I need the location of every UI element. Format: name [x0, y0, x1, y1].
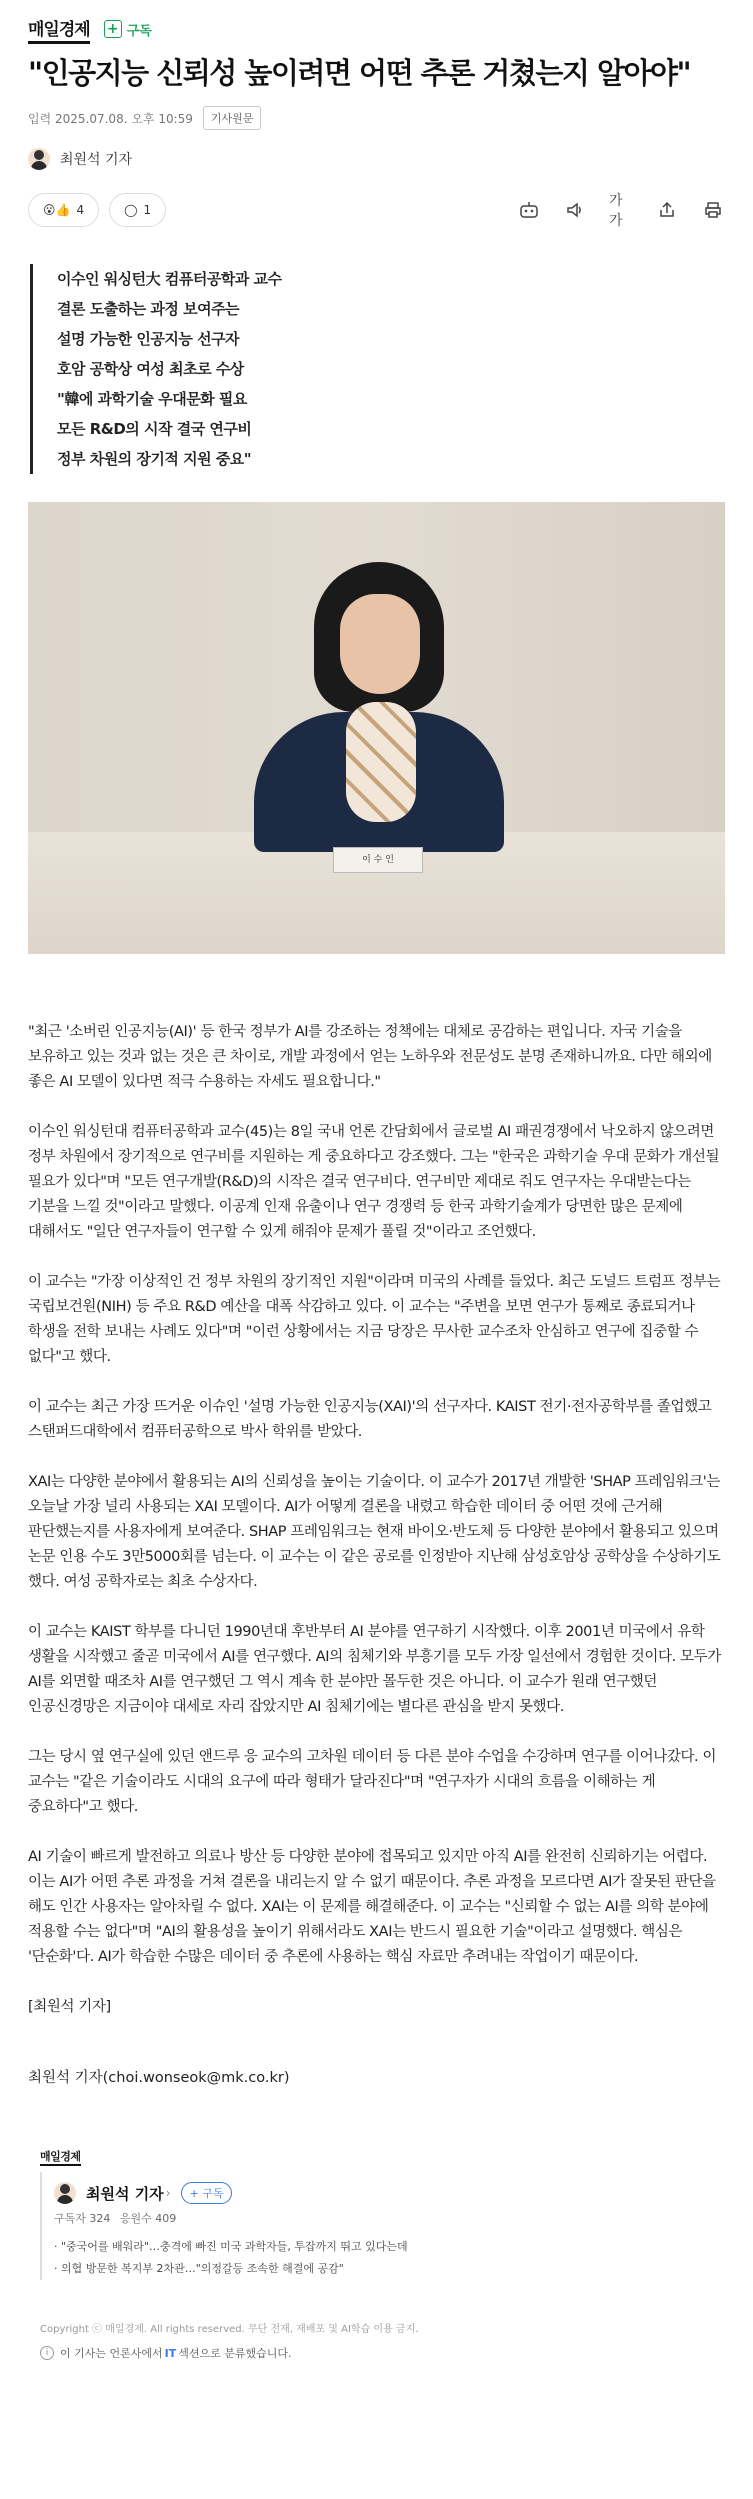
author-name[interactable]: 최원석 기자: [60, 152, 133, 168]
paragraph: 이 교수는 최근 가장 뜨거운 이슈인 '설명 가능한 인공지능(XAI)'의 선구자다. KAIST 전기·전자공학부를 졸업했고 스탠퍼드대학에서 컴퓨터공학으로 박사 학위를 받았다.: [28, 1399, 712, 1440]
author-box: [40, 2145, 713, 2280]
summary-line: 호암 공학상 여성 최초로 수상: [57, 360, 244, 378]
photo-person-face: [340, 594, 420, 694]
support-count: 응원수 409: [119, 2212, 177, 2225]
article-title: "인공지능 신뢰성 높이려면 어떤 추론 거쳤는지 알아야": [28, 56, 691, 90]
photo-person-scarf: [346, 702, 416, 822]
article-body: [28, 1020, 725, 2020]
classify-prefix: 이 기사는 언론사에서: [60, 2347, 163, 2360]
press-header: [28, 0, 725, 52]
avatar: [28, 148, 50, 170]
author-email[interactable]: 최원석 기자(choi.wonseok@mk.co.kr): [28, 2070, 290, 2086]
reaction-count: 4: [76, 203, 85, 217]
share-icon[interactable]: [655, 198, 679, 222]
author-article-link[interactable]: · "중국어를 배워라"…충격에 빠진 미국 과학자들, 투잡까지 뛰고 있다는데: [54, 2236, 713, 2258]
paragraph: 이 교수는 KAIST 학부를 다니던 1990년대 후반부터 AI 분야를 연구하기 시작했다. 이후 2001년 미국에서 유학 생활을 시작했고 줄곧 미국에서 AI를 연구했다. AI의 침체기와 부흥기를 모두 가장 일선에서 경험한 것이다. 모두가 AI를 외면할 때조차 AI를 연구했던 그 역시 계속 한 분야만 몰두한 것은 아니다. 이 교수가 원래 연구했던 인공신경망은 지금이야 대세로 자리 잡았지만 AI 침체기에는 별다른 관심을 받지 못했다.: [28, 1624, 721, 1715]
classify-suffix: 섹션으로 분류했습니다.: [178, 2347, 292, 2360]
author-box-press-logo[interactable]: 매일경제: [40, 2148, 81, 2166]
subscriber-count: 구독자 324: [54, 2212, 111, 2225]
author-card: [40, 2172, 713, 2280]
info-icon: i: [40, 2346, 54, 2360]
author-row[interactable]: [28, 148, 725, 170]
article-meta: [28, 106, 725, 130]
comment-button[interactable]: [109, 193, 166, 227]
plus-icon: +: [104, 20, 122, 38]
summary-line: 모든 R&D의 시작 결국 연구비: [57, 420, 252, 438]
comment-count: 1: [143, 203, 152, 217]
paragraph: XAI는 다양한 분야에서 활용되는 AI의 신뢰성을 높이는 기술이다. 이 교수가 2017년 개발한 'SHAP 프레임워크'는 오늘날 가장 널리 사용되는 XAI 모델이다. AI가 어떻게 결론을 내렸고 학습한 데이터 중 어떤 것에 근거해 판단했는지를 사용자에게 보여준다. SHAP 프레임워크는 현재 바이오·반도체 등 다양한 분야에서 활용되고 있으며 논문 인용 수도 3만5000회를 넘는다. 이 교수는 이 같은 공로를 인정받아 지난해 삼성호암상 공학상을 수상하기도 했다. 여성 공학자로는 최초 수상자다.: [28, 1474, 721, 1590]
chevron-right-icon: ›: [165, 2186, 171, 2200]
article-summary: [30, 264, 725, 474]
summary-line: 정부 차원의 장기적 지원 중요": [57, 450, 252, 468]
author-stats: [54, 2210, 713, 2226]
section-link[interactable]: IT: [164, 2346, 177, 2360]
press-logo[interactable]: 매일경제: [28, 15, 90, 44]
paragraph: 이수인 워싱턴대 컴퓨터공학과 교수(45)는 8일 국내 언론 간담회에서 글로벌 AI 패권경쟁에서 낙오하지 않으려면 정부 차원에서 장기적으로 연구비를 지원하는 게 중요하다고 강조했다. 그는 "한국은 과학기술 우대 문화가 개선될 필요가 있다"며 "모든 연구개발(R&D)의 시작은 결국 연구비다. 연구비만 제대로 줘도 연구자는 우대받는다는 기분을 느낄 것"이라고 말했다. 이공계 인재 유출이나 연구 경쟁력 등 한국 과학기술계가 당면한 많은 문제에 대해서도 "일단 연구자들이 연구할 수 있게 해줘야 문제가 풀릴 것"이라고 조언했다.: [28, 1124, 720, 1240]
paragraph-byline: [최원석 기자]: [28, 1999, 111, 2015]
reaction-button[interactable]: [28, 193, 99, 227]
paragraph: "최근 '소버린 인공지능(AI)' 등 한국 정부가 AI를 강조하는 정책에는 대체로 공감하는 편입니다. 자국 기술을 보유하고 있는 것과 없는 것은 큰 차이로, 개발 과정에서 얻는 노하우와 전문성도 분명 존재하니까요. 다만 해외에 좋은 AI 모델이 있다면 적극 수용하는 자세도 필요합니다.": [28, 1024, 712, 1090]
subscribe-label: 구독: [126, 23, 152, 39]
original-article-button[interactable]: 기사원문: [203, 106, 262, 130]
speaker-icon[interactable]: [563, 198, 587, 222]
author-box-avatar: [54, 2182, 76, 2204]
publish-date: 입력 2025.07.08. 오후 10:59: [28, 111, 193, 126]
author-subscribe-button[interactable]: + 구독: [181, 2182, 233, 2204]
summary-line: 결론 도출하는 과정 보여주는: [57, 300, 240, 318]
paragraph: AI 기술이 빠르게 발전하고 의료나 방산 등 다양한 분야에 접목되고 있지만 아직 AI를 완전히 신뢰하기는 어렵다. 이는 AI가 어떤 추론 과정을 거쳐 결론을 내리는지 알 수 없기 때문이다. 추론 과정을 모르다면 AI가 잘못된 판단을 해도 인간 사용자는 알아차릴 수 없다. XAI는 이 문제를 해결해준다. 이 교수는 "신뢰할 수 없는 AI를 의학 분야에 적용할 수는 없다"며 "AI의 활용성을 높이기 위해서라도 XAI는 반드시 필요한 기술"이라고 설명했다. 핵심은 '단순화'다. AI가 학습한 수많은 데이터 중 추론에 사용하는 핵심 자료만 추려내는 작업이기 때문이다.: [28, 1849, 716, 1965]
author-article-link[interactable]: · 의협 방문한 복지부 2차관…"의정갈등 조속한 해결에 공감": [54, 2258, 713, 2280]
copyright: Copyright ⓒ 매일경제. All rights reserved. 무단 전재, 재배포 및 AI학습 이용 금지.: [40, 2324, 419, 2335]
paragraph: 이 교수는 "가장 이상적인 건 정부 차원의 장기적인 지원"이라며 미국의 사례를 들었다. 최근 도널드 트럼프 정부는 국립보건원(NIH) 등 주요 R&D 예산을 대폭 삭감하고 있다. 이 교수는 "주변을 보면 연구가 통째로 종료되거나 학생을 전학 보내는 사례도 있다"며 "이런 상황에서는 지금 당장은 무사한 교수조차 안심하고 연구에 집중할 수 없다"고 했다.: [28, 1274, 721, 1365]
comment-icon: ◯: [124, 203, 138, 217]
author-box-name[interactable]: 최원석 기자: [86, 2184, 164, 2203]
subscribe-button[interactable]: [104, 20, 152, 39]
summary-line: 설명 가능한 인공지능 선구자: [57, 330, 240, 348]
section-classification: [40, 2345, 713, 2361]
article-toolbar: [28, 192, 725, 228]
article-photo[interactable]: [28, 502, 725, 954]
font-size-button[interactable]: 가가: [609, 193, 623, 229]
photo-nameplate: 이 수 인: [333, 847, 423, 873]
print-icon[interactable]: [701, 198, 725, 222]
author-article-list: [54, 2236, 713, 2280]
summary-line: "韓에 과학기술 우대문화 필요: [57, 390, 247, 408]
paragraph: 그는 당시 옆 연구실에 있던 앤드루 응 교수의 고차원 데이터 등 다른 분야 수업을 수강하며 연구를 이어나갔다. 이 교수는 "같은 기술이라도 시대의 요구에 따라 형태가 달라진다"며 "연구자가 시대의 흐름을 이해하는 게 중요하다"고 했다.: [28, 1749, 717, 1815]
emoji-reaction-icon: 😮👍: [43, 203, 71, 217]
summary-bot-icon[interactable]: [517, 198, 541, 222]
summary-line: 이수인 워싱턴大 컴퓨터공학과 교수: [57, 270, 282, 288]
